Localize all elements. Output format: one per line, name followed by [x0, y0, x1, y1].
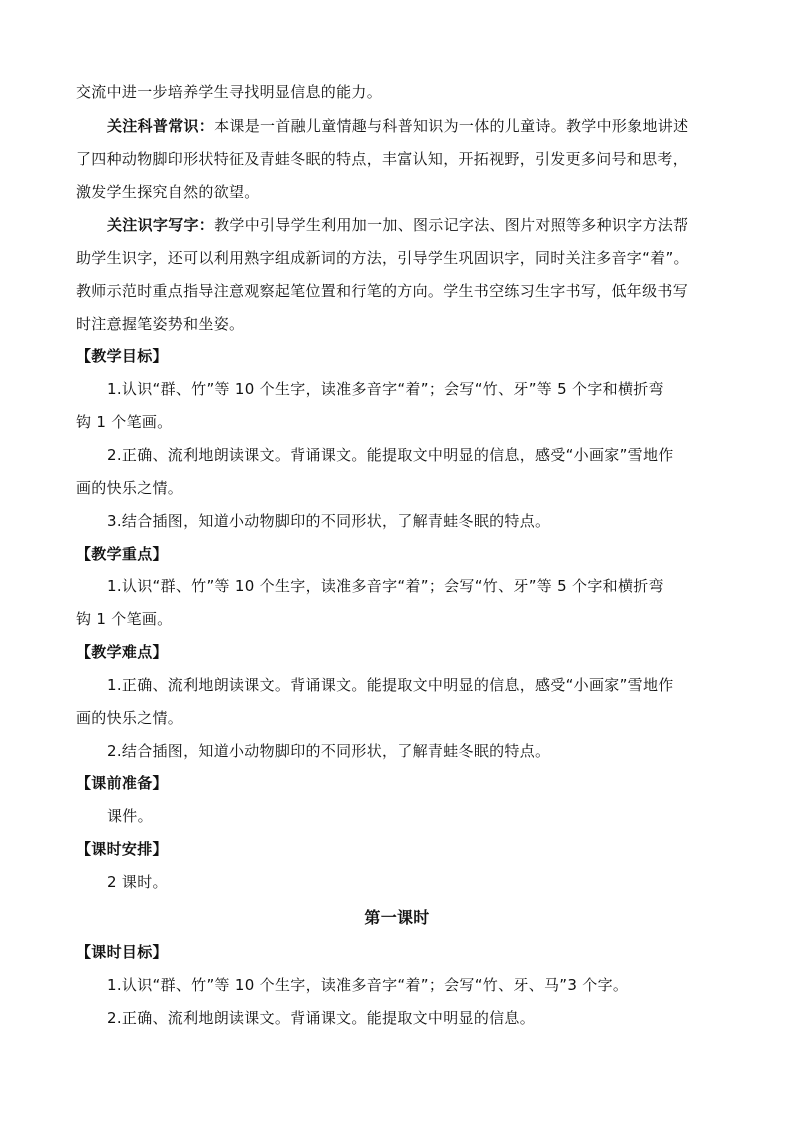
- list-item: 1.认识“群、竹”等 10 个生字，读准多音字“着”；会写“竹、牙、马”3 个字。: [107, 976, 629, 994]
- preparation-text: 课件。: [107, 807, 153, 825]
- lesson-title: 第一课时: [364, 908, 430, 927]
- section-heading-preparation: 【课前准备】: [76, 774, 168, 792]
- list-item-continuation: 画的快乐之情。: [76, 709, 184, 727]
- list-item: 1.认识“群、竹”等 10 个生字，读准多音字“着”；会写“竹、牙”等 5 个字和横折弯: [107, 380, 664, 398]
- schedule-text: 2 课时。: [107, 873, 168, 891]
- list-item: 1.认识“群、竹”等 10 个生字，读准多音字“着”；会写“竹、牙”等 5 个字和横折弯: [107, 577, 664, 595]
- section-heading-goals: 【教学目标】: [76, 347, 168, 365]
- paragraph-line: 时注意握笔姿势和坐姿。: [76, 315, 245, 333]
- section-heading-difficulties: 【教学难点】: [76, 643, 168, 661]
- list-item: 2.结合插图，知道小动物脚印的不同形状，了解青蛙冬眠的特点。: [107, 742, 551, 760]
- section-heading-schedule: 【课时安排】: [76, 840, 168, 858]
- paragraph-science: [107, 110, 737, 142]
- list-item: 2.正确、流利地朗读课文。背诵课文。能提取文中明显的信息，感受“小画家”雪地作: [107, 446, 674, 464]
- list-item-continuation: 画的快乐之情。: [76, 479, 184, 497]
- list-item-continuation: 钩 1 个笔画。: [76, 610, 173, 628]
- list-item-continuation: 钩 1 个笔画。: [76, 413, 173, 431]
- paragraph-lead: 关注识字写字：: [107, 216, 215, 234]
- paragraph-line: 激发学生探究自然的欲望。: [76, 183, 260, 201]
- paragraph-line: 了四种动物脚印形状特征及青蛙冬眠的特点，丰富认知，开拓视野，引发更多问号和思考，: [76, 150, 689, 168]
- section-heading-key-points: 【教学重点】: [76, 545, 168, 563]
- section-heading-lesson-goals: 【课时目标】: [76, 943, 168, 961]
- paragraph-lead: 关注科普常识：: [107, 117, 215, 135]
- paragraph-line: 助学生识字，还可以利用熟字组成新词的方法，引导学生巩固识字，同时关注多音字“着”。: [76, 249, 689, 267]
- paragraph-text: 教学中引导学生利用加一加、图示记字法、图片对照等多种识字方法帮: [214, 216, 689, 234]
- paragraph-text: 本课是一首融儿童情趣与科普知识为一体的儿童诗。教学中形象地讲述: [214, 117, 689, 135]
- list-item: 2.正确、流利地朗读课文。背诵课文。能提取文中明显的信息。: [107, 1009, 536, 1027]
- list-item: 1.正确、流利地朗读课文。背诵课文。能提取文中明显的信息，感受“小画家”雪地作: [107, 676, 674, 694]
- list-item: 3.结合插图，知道小动物脚印的不同形状，了解青蛙冬眠的特点。: [107, 512, 551, 530]
- paragraph-line: 教师示范时重点指导注意观察起笔位置和行笔的方向。学生书空练习生字书写，低年级书写: [76, 282, 689, 300]
- paragraph-line: 交流中进一步培养学生寻找明显信息的能力。: [76, 83, 383, 101]
- paragraph-literacy: [107, 209, 737, 241]
